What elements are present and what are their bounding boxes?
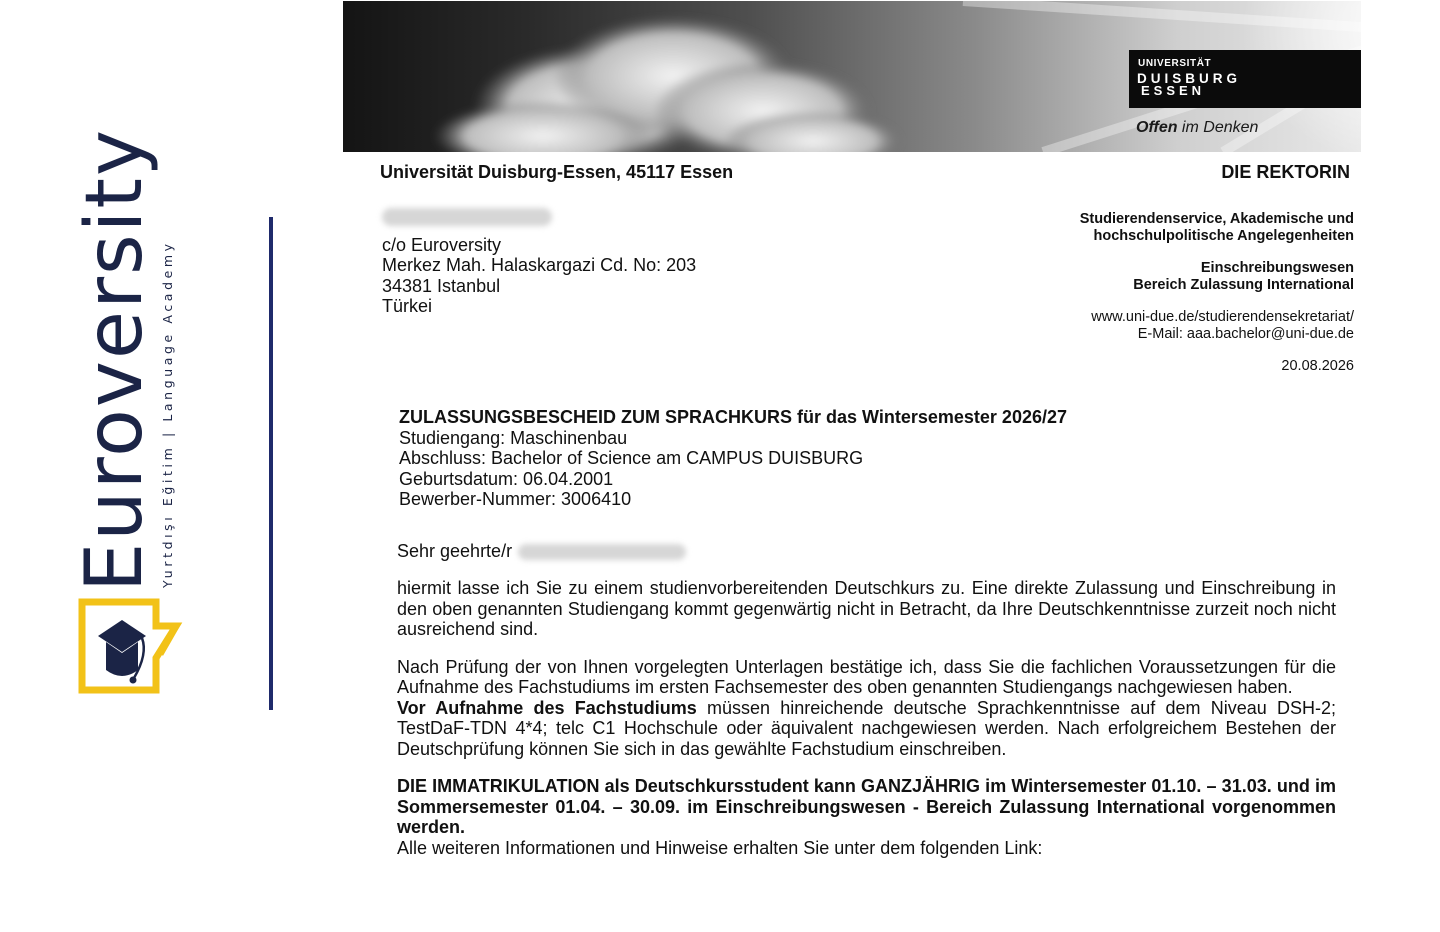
- subject-program: Studiengang: Maschinenbau: [399, 427, 628, 448]
- slogan-rest: im Denken: [1177, 119, 1259, 136]
- brand-tagline: Yurtdışı Eğitim | Language Academy: [160, 240, 175, 588]
- office-email: E-Mail: aaa.bachelor@uni-due.de: [1137, 325, 1354, 342]
- office-department-2: hochschulpolitische Angelegenheiten: [1093, 227, 1354, 244]
- vertical-divider: [269, 217, 273, 710]
- recipient-co: c/o Euroversity: [382, 234, 502, 255]
- recipient-country: Türkei: [382, 296, 433, 316]
- office-contact-block: [934, 211, 1354, 375]
- letter-body: [397, 578, 1336, 875]
- chat-bubble-icon: [156, 626, 176, 654]
- university-city-1: DUISBURG: [1137, 71, 1242, 86]
- language-requirement-text: müssen hinreichende deutsche Sprachkenntnisse auf dem Niveau DSH-2; TestDaF-TDN 4*4; telc C1 Hochschule oder äquivalent nachgewiesen werden. Nach erfolgreichem Bestehen der Deutschprüfung können Sie sich in das gewählte Fachstudium einschreiben.: [397, 697, 1336, 759]
- paragraph-admission: hiermit lasse ich Sie zu einem studienvorbereitenden Deutschkurs zu. Eine direkte Zulassung und Einschreibung in den oben genannten Studiengang kommt gegenwärtig nicht in Betracht, da Ihre Deutschkenntnisse zurzeit noch nicht ausreichend sind.: [397, 578, 1336, 639]
- salutation: [397, 541, 686, 562]
- language-requirement-bold: Vor Aufnahme des Fachstudiums: [397, 697, 697, 718]
- sender-address-line: Universität Duisburg-Essen, 45117 Essen: [380, 162, 734, 182]
- subject-title: ZULASSUNGSBESCHEID ZUM SPRACHKURS für das Wintersemester 2026/27: [399, 407, 1067, 427]
- brand-rotated-block: [70, 127, 175, 592]
- university-header-banner: [343, 1, 1361, 152]
- recipient-city: 34381 Istanbul: [382, 275, 501, 296]
- subject-applicant-number: Bewerber-Nummer: 3006410: [399, 489, 632, 509]
- subject-birth-date: Geburtsdatum: 06.04.2001: [399, 468, 614, 489]
- office-unit-2: Bereich Zulassung International: [1133, 276, 1354, 293]
- recipient-address: [382, 208, 696, 317]
- paragraph-immatriculation: DIE IMMATRIKULATION als Deutschkursstudent kann GANZJÄHRIG im Wintersemester 01.10. – 31.03. und im Sommersemester 01.04. – 30.09. im Einschreibungswesen - Bereich Zulassung International vorgenommen werden.: [397, 776, 1336, 837]
- graduation-cap-icon: [76, 596, 184, 698]
- sender-title: DIE REKTORIN: [1221, 162, 1350, 182]
- university-logo-box: [1129, 50, 1361, 108]
- redacted-salutation-name: [518, 544, 686, 560]
- subject-degree: Abschluss: Bachelor of Science am CAMPUS DUISBURG: [399, 448, 864, 468]
- paragraph-more-info: Alle weiteren Informationen und Hinweise erhalten Sie unter dem folgenden Link:: [397, 837, 1043, 858]
- paragraph-language-requirement: [397, 698, 1336, 760]
- subject-block: [399, 407, 1067, 510]
- university-city-2: ESSEN: [1141, 83, 1206, 98]
- paragraph-requirements: Nach Prüfung der von Ihnen vorgelegten Unterlagen bestätige ich, dass Sie die fachlichen Voraussetzungen für die Aufnahme des Fachstudiums im ersten Fachsemester des oben genannten Studiengangs nachgewiesen haben.: [397, 656, 1336, 697]
- salutation-text: Sehr geehrte/r: [397, 541, 513, 561]
- slogan-bold: Offen: [1136, 119, 1178, 136]
- redacted-recipient-name: [382, 208, 552, 226]
- letter-date: 20.08.2026: [1281, 358, 1354, 374]
- euroversity-logo: [0, 0, 300, 932]
- office-department-1: Studierendenservice, Akademische und: [1079, 211, 1354, 227]
- university-slogan: [1136, 119, 1258, 137]
- office-unit-1: Einschreibungswesen: [1200, 260, 1354, 276]
- office-website: www.uni-due.de/studierendensekretariat/: [1091, 309, 1354, 325]
- university-label: UNIVERSITÄT: [1138, 58, 1212, 69]
- brand-name: Euroversity: [70, 127, 160, 592]
- recipient-street: Merkez Mah. Halaskargazi Cd. No: 203: [382, 255, 697, 275]
